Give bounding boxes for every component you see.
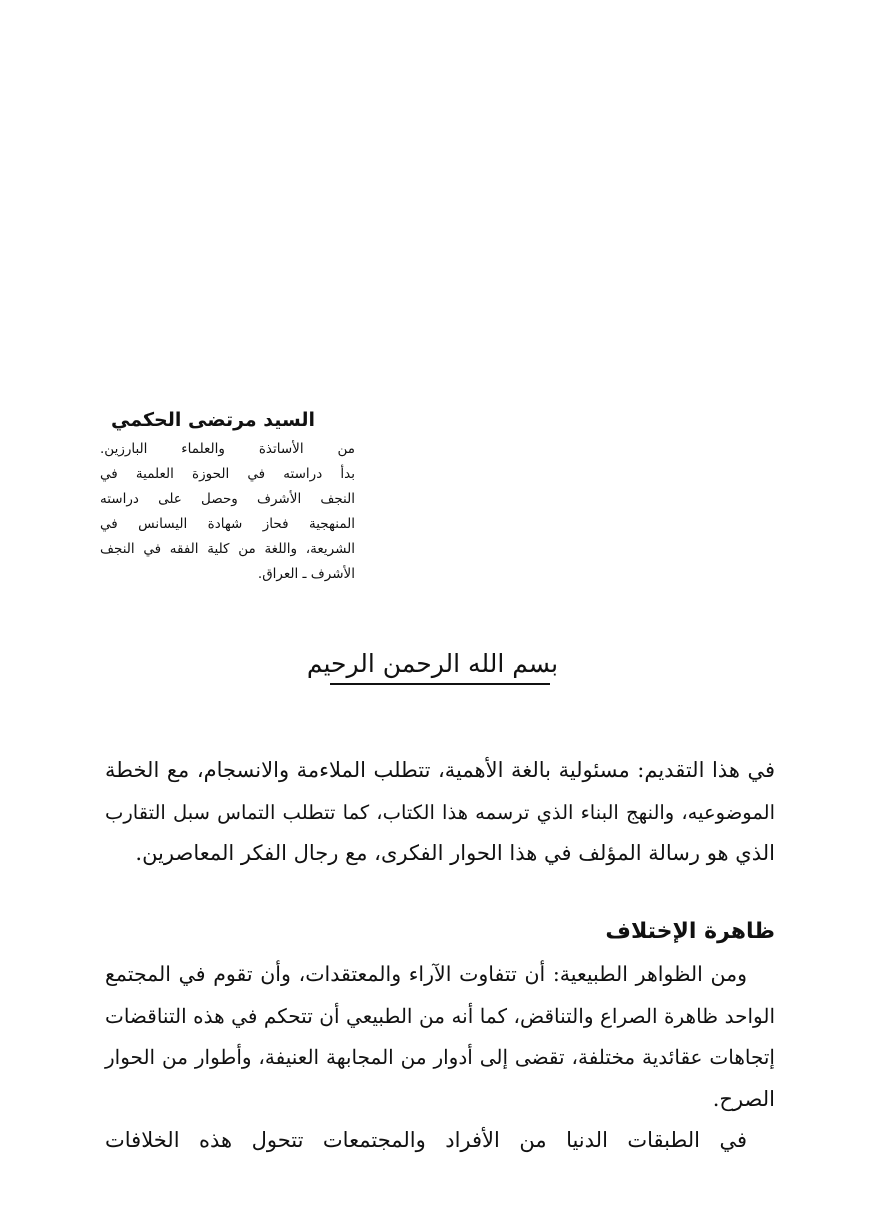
intro-line-2: الموضوعيه، والنهج البناء الذي ترسمه هذا الكتاب، كما تتطلب التماس سبل التقارب bbox=[105, 800, 775, 824]
basmala-stroke bbox=[330, 683, 550, 685]
bio-line-5: الشريعة، واللغة من كلية الفقه في النجف bbox=[100, 541, 355, 557]
intro-line-3: الذي هو رسالة المؤلف في هذا الحوار الفكرى، مع رجال الفكر المعاصرين. bbox=[135, 841, 775, 865]
basmala-text: بسم الله الرحمن الرحيم bbox=[306, 649, 559, 678]
section-line-2: الواحد ظاهرة الصراع والتناقض، كما أنه من الطبيعي أن تتحكم في هذه التناقضات bbox=[105, 1003, 775, 1028]
author-bio bbox=[100, 405, 355, 587]
section-line-1: ومن الظواهر الطبيعية: أن تتفاوت الآراء والمعتقدات، وأن تقوم في المجتمع bbox=[105, 962, 747, 986]
section-line-4: الصرح. bbox=[712, 1086, 775, 1111]
section-difference bbox=[105, 910, 775, 1162]
bio-line-3: النجف الأشرف وحصل على دراسته bbox=[100, 491, 355, 507]
intro-paragraph bbox=[105, 750, 775, 875]
section-heading: ظاهرة الإختلاف bbox=[605, 919, 775, 944]
section-line-3: إتجاهات عقائدية مختلفة، تقضى إلى أدوار من المجابهة العنيفة، وأطوار من الحوار bbox=[105, 1045, 775, 1069]
bio-line-6: الأشرف ـ العراق. bbox=[257, 566, 355, 582]
bio-line-1: من الأساتذة والعلماء البارزين. bbox=[100, 441, 355, 457]
author-name: السيد مرتضى الحكمي bbox=[111, 409, 315, 431]
bio-line-2: بدأ دراسته في الحوزة العلمية في bbox=[100, 466, 355, 482]
bio-line-4: المنهجية فحاز شهادة اليسانس في bbox=[100, 516, 355, 532]
basmala-calligraphy bbox=[270, 643, 595, 703]
intro-line-1: في هذا التقديم: مسئولية بالغة الأهمية، تتطلب الملاءمة والانسجام، مع الخطة bbox=[105, 758, 775, 782]
section-line-5: في الطبقات الدنيا من الأفراد والمجتمعات تتحول هذه الخلافات bbox=[105, 1128, 747, 1152]
